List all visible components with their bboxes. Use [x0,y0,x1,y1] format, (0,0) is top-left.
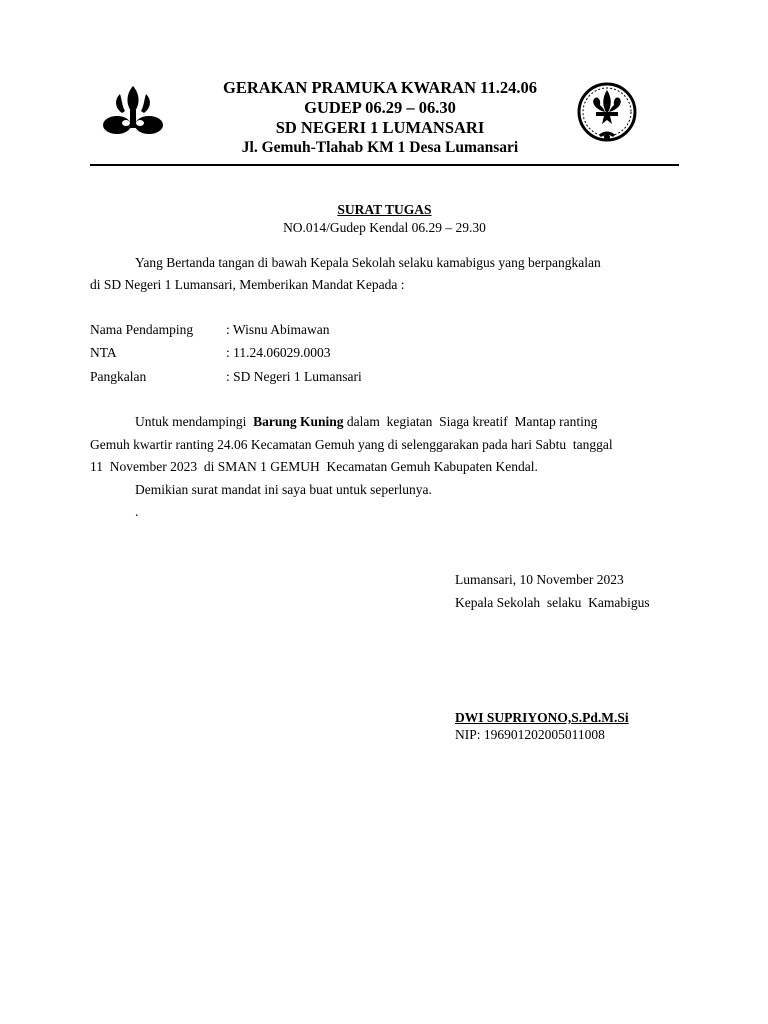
letterhead-line-3: SD NEGERI 1 LUMANSARI [275,118,485,137]
stray-dot: . [135,504,139,519]
intro-line-1: Yang Bertanda tangan di bawah Kepala Sekolah selaku kamabigus yang berpangkalan [135,255,601,270]
field-value-nta: : 11.24.06029.0003 [226,345,331,360]
signature-nip: NIP: 196901202005011008 [455,727,605,742]
body-line-3: 11 November 2023 di SMAN 1 GEMUH Kecamatan Gemuh Kabupaten Kendal. [90,459,538,474]
body-line-1-post: dalam kegiatan Siaga kreatif Mantap ranting [343,414,598,429]
body-line-1 [135,414,597,430]
field-value-nama: : Wisnu Abimawan [226,322,330,337]
tunas-kelapa-logo [100,84,166,140]
field-label-nama: Nama Pendamping [90,322,194,337]
letter-number: NO.014/Gudep Kendal 06.29 – 29.30 [283,220,486,235]
closing-line: Demikian surat mandat ini saya buat untuk seperlunya. [135,482,432,497]
field-label-pangkalan: Pangkalan [90,369,147,384]
body-line-1-bold: Barung Kuning [253,414,344,429]
body-line-1-pre: Untuk mendampingi [135,414,254,429]
signature-place-date: Lumansari, 10 November 2023 [455,572,624,587]
letterhead-address: Jl. Gemuh-Tlahab KM 1 Desa Lumansari [241,139,519,156]
field-label-nta: NTA [90,345,117,360]
scout-fleur-de-lis-logo [574,80,640,146]
letterhead-line-1: GERAKAN PRAMUKA KWARAN 11.24.06 [223,78,537,97]
body-line-2: Gemuh kwartir ranting 24.06 Kecamatan Gemuh yang di selenggarakan pada hari Sabtu tanggal [90,437,613,452]
intro-line-2: di SD Negeri 1 Lumansari, Memberikan Mandat Kepada : [90,277,405,292]
signature-name: DWI SUPRIYONO,S.Pd.M.Si [455,710,629,725]
letter-title: SURAT TUGAS [337,202,432,217]
field-value-pangkalan: : SD Negeri 1 Lumansari [226,369,362,384]
letterhead-divider [90,164,679,166]
signature-position: Kepala Sekolah selaku Kamabigus [455,595,650,610]
letterhead-line-2: GUDEP 06.29 – 06.30 [304,98,456,117]
